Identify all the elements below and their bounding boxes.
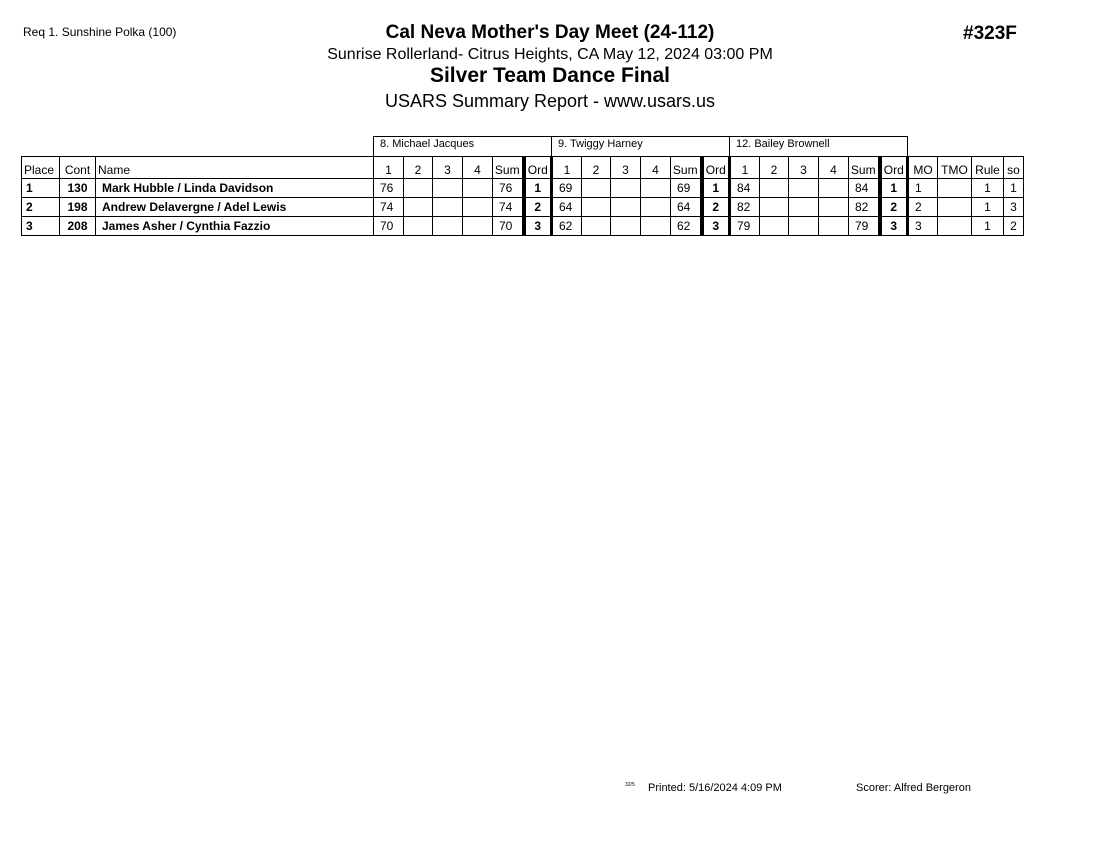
tmo-cell (938, 179, 972, 198)
requirement-label: Req 1. Sunshine Polka (100) (23, 25, 177, 39)
col-header-cont: Cont (60, 157, 96, 179)
col-header-ord: Ord (880, 157, 908, 179)
mark-cell (611, 179, 641, 198)
table-row (22, 198, 1024, 217)
mark-cell: 84 (730, 179, 760, 198)
mo-cell: 3 (908, 217, 938, 236)
sum-cell: 82 (849, 198, 880, 217)
mark-cell (760, 217, 789, 236)
ord-cell: 3 (524, 217, 552, 236)
place-cell: 2 (22, 198, 60, 217)
col-header-place: Place (22, 157, 60, 179)
mark-cell: 70 (374, 217, 404, 236)
printed-timestamp: Printed: 5/16/2024 4:09 PM (648, 782, 782, 794)
judges-spacer (22, 137, 374, 157)
name-cell: James Asher / Cynthia Fazzio (96, 217, 374, 236)
mark-cell (819, 217, 849, 236)
col-header-sum: Sum (493, 157, 524, 179)
col-header-rule: Rule (972, 157, 1004, 179)
col-header-mark-4: 4 (819, 157, 849, 179)
rule-cell: 1 (972, 198, 1004, 217)
so-cell: 2 (1004, 217, 1024, 236)
mark-cell: 64 (552, 198, 582, 217)
cont-cell: 198 (60, 198, 96, 217)
col-header-name: Name (96, 157, 374, 179)
col-header-so: so (1004, 157, 1024, 179)
col-header-mark-3: 3 (789, 157, 819, 179)
mark-cell (433, 198, 463, 217)
mark-cell (404, 198, 433, 217)
col-header-mark-1: 1 (374, 157, 404, 179)
mark-cell: 82 (730, 198, 760, 217)
table-row (22, 217, 1024, 236)
ord-cell: 2 (880, 198, 908, 217)
mark-cell: 79 (730, 217, 760, 236)
col-header-ord: Ord (524, 157, 552, 179)
mark-cell (582, 217, 611, 236)
tmo-cell (938, 198, 972, 217)
col-header-tmo: TMO (938, 157, 972, 179)
mark-cell (463, 198, 493, 217)
col-header-mark-2: 2 (404, 157, 433, 179)
ord-cell: 1 (880, 179, 908, 198)
place-cell: 3 (22, 217, 60, 236)
mark-cell (404, 179, 433, 198)
mark-cell (760, 198, 789, 217)
sum-cell: 79 (849, 217, 880, 236)
event-number: #323F (963, 23, 1017, 44)
name-cell: Andrew Delavergne / Adel Lewis (96, 198, 374, 217)
sum-cell: 74 (493, 198, 524, 217)
mo-cell: 2 (908, 198, 938, 217)
col-header-sum: Sum (849, 157, 880, 179)
col-header-mark-3: 3 (433, 157, 463, 179)
col-header-ord: Ord (702, 157, 730, 179)
col-header-mark-2: 2 (582, 157, 611, 179)
mark-cell (433, 217, 463, 236)
mark-cell (463, 179, 493, 198)
ord-cell: 3 (880, 217, 908, 236)
mark-cell (641, 198, 671, 217)
mark-cell (819, 179, 849, 198)
mark-cell (582, 179, 611, 198)
mark-cell (819, 198, 849, 217)
sum-cell: 76 (493, 179, 524, 198)
sum-cell: 84 (849, 179, 880, 198)
cont-cell: 208 (60, 217, 96, 236)
sum-cell: 69 (671, 179, 702, 198)
table-row (22, 179, 1024, 198)
ord-cell: 3 (702, 217, 730, 236)
mark-cell: 76 (374, 179, 404, 198)
mark-cell: 69 (552, 179, 582, 198)
meet-location-date: Sunrise Rollerland- Citrus Heights, CA May 12, 2024 03:00 PM (327, 46, 773, 63)
mark-cell (433, 179, 463, 198)
ord-cell: 2 (524, 198, 552, 217)
page-code: 32/5 (625, 782, 635, 788)
name-cell: Mark Hubble / Linda Davidson (96, 179, 374, 198)
mark-cell: 62 (552, 217, 582, 236)
so-cell: 1 (1004, 179, 1024, 198)
place-cell: 1 (22, 179, 60, 198)
sum-cell: 70 (493, 217, 524, 236)
meet-title: Cal Neva Mother's Day Meet (24-112) (385, 22, 715, 43)
col-header-mark-4: 4 (641, 157, 671, 179)
col-header-mo: MO (908, 157, 938, 179)
col-header-mark-1: 1 (730, 157, 760, 179)
sum-cell: 62 (671, 217, 702, 236)
mark-cell (641, 217, 671, 236)
report-title: USARS Summary Report - www.usars.us (384, 91, 716, 111)
judge-name: 12. Bailey Brownell (730, 137, 908, 157)
so-cell: 3 (1004, 198, 1024, 217)
ord-cell: 1 (702, 179, 730, 198)
mark-cell (789, 217, 819, 236)
cont-cell: 130 (60, 179, 96, 198)
ord-cell: 1 (524, 179, 552, 198)
tmo-cell (938, 217, 972, 236)
judge-name: 8. Michael Jacques (374, 137, 552, 157)
results-table (21, 136, 1024, 236)
col-header-mark-4: 4 (463, 157, 493, 179)
col-header-mark-3: 3 (611, 157, 641, 179)
mark-cell (789, 198, 819, 217)
mark-cell (789, 179, 819, 198)
mark-cell (760, 179, 789, 198)
mark-cell (463, 217, 493, 236)
judges-row (22, 137, 1024, 157)
mark-cell (611, 198, 641, 217)
mark-cell (582, 198, 611, 217)
sum-cell: 64 (671, 198, 702, 217)
header-row (22, 157, 1024, 179)
ord-cell: 2 (702, 198, 730, 217)
mark-cell (404, 217, 433, 236)
judge-name: 9. Twiggy Harney (552, 137, 730, 157)
event-title: Silver Team Dance Final (429, 64, 671, 87)
mark-cell (641, 179, 671, 198)
mark-cell (611, 217, 641, 236)
mark-cell: 74 (374, 198, 404, 217)
col-header-mark-1: 1 (552, 157, 582, 179)
judges-spacer (908, 137, 1024, 157)
col-header-sum: Sum (671, 157, 702, 179)
scorer-name: Scorer: Alfred Bergeron (856, 782, 971, 794)
rule-cell: 1 (972, 179, 1004, 198)
rule-cell: 1 (972, 217, 1004, 236)
col-header-mark-2: 2 (760, 157, 789, 179)
mo-cell: 1 (908, 179, 938, 198)
